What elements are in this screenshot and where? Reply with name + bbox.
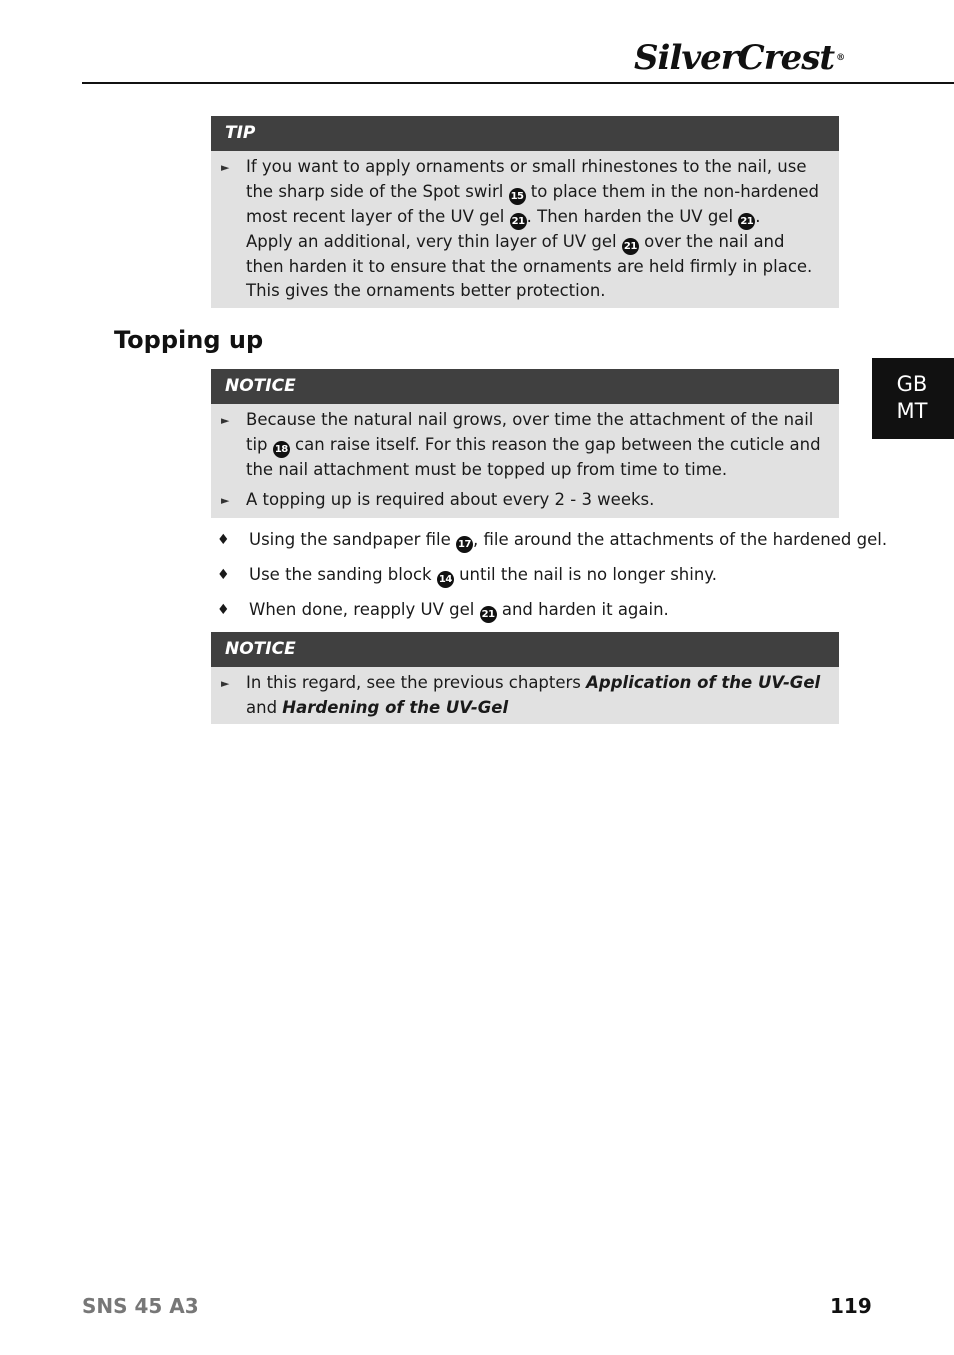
text-run: until the nail is no longer shiny. (453, 565, 717, 584)
triangle-right-icon: ► (221, 677, 230, 690)
item-number-badge: 21 (510, 213, 527, 230)
chapter-reference: Hardening of the UV-Gel (282, 697, 509, 717)
item-number-badge: 14 (437, 571, 454, 588)
text-run: over the nail and then harden it to ensure that the ornaments are held firmly in place. This gives the ornaments better protection. (246, 231, 813, 300)
text-run: , file around the attachments of the hardened gel. (473, 530, 888, 549)
header-divider (82, 82, 954, 84)
language-tab (872, 358, 954, 439)
item-number-badge: 17 (456, 536, 473, 553)
notice-text (246, 671, 823, 720)
notice-heading: NOTICE (211, 369, 839, 404)
diamond-icon: ♦ (217, 532, 230, 548)
step-text (249, 598, 669, 623)
triangle-right-icon: ► (221, 161, 230, 174)
section-title: Topping up (114, 326, 264, 354)
notice-text (246, 488, 823, 514)
item-number-badge: 21 (738, 213, 755, 230)
notice-item (221, 671, 823, 720)
notice-item (221, 488, 823, 514)
language-code: GB (896, 372, 928, 396)
notice-item (221, 408, 823, 482)
language-code: MT (896, 399, 928, 423)
triangle-right-icon: ► (221, 494, 230, 507)
chapter-reference: Application of the UV-Gel (586, 673, 821, 692)
text-run: . (755, 206, 761, 226)
step-text (249, 528, 887, 553)
diamond-icon: ♦ (217, 602, 230, 618)
tip-heading: TIP (211, 116, 839, 151)
diamond-icon: ♦ (217, 567, 230, 583)
text-run: Use the sanding block (249, 565, 437, 584)
tip-box (211, 116, 839, 308)
triangle-right-icon: ► (221, 414, 230, 427)
text-run: and harden it again. (496, 600, 669, 619)
text-run: to place them in the non-hardened most recent layer of the UV gel (246, 181, 819, 226)
text-run: can raise itself. For this reason the gap between the cuticle and the nail attachment must be topped up from time to time. (246, 434, 821, 479)
page-number: 119 (830, 1294, 872, 1318)
text-run: . Then harden the UV gel (526, 206, 739, 226)
text-run: A topping up is required about every 2 - 3 weeks. (246, 490, 655, 509)
text-run: Apply an additional, very thin layer of UV gel (246, 231, 622, 251)
text-run: Because the natural nail grows, over time the attachment of the nail tip (246, 410, 814, 454)
step-text (249, 563, 717, 588)
notice-box (211, 632, 839, 724)
notice-box (211, 369, 839, 518)
step-list (211, 528, 888, 633)
notice-heading: NOTICE (211, 632, 839, 667)
text-run: and (246, 697, 283, 717)
notice-text (246, 408, 823, 482)
item-number-badge: 21 (480, 606, 497, 623)
text-run: In this regard, see the previous chapters (246, 673, 587, 692)
brand-logo: SilverCrest ® (634, 38, 845, 78)
item-number-badge: 18 (273, 441, 290, 458)
item-number-badge: 21 (622, 238, 639, 255)
text-run: When done, reapply UV gel (249, 600, 480, 619)
step-item (211, 563, 871, 588)
text-run: If you want to apply ornaments or small rhinestones to the nail, use the sharp side of the Spot swirl (246, 157, 807, 201)
step-item (211, 598, 871, 623)
tip-paragraph (246, 155, 823, 230)
item-number-badge: 15 (509, 188, 526, 205)
tip-item (221, 155, 823, 304)
text-run: Using the sandpaper file (249, 530, 457, 549)
tip-paragraph (246, 230, 823, 304)
step-item (211, 528, 888, 553)
model-number: SNS 45 A3 (82, 1294, 199, 1318)
